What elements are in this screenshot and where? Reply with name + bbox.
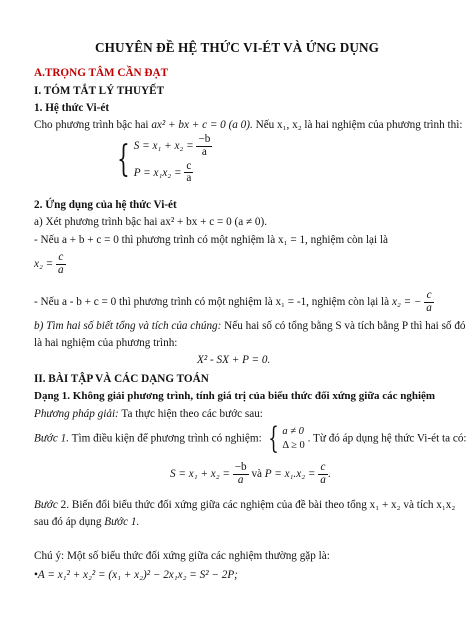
formula-sum-den: a <box>237 473 244 486</box>
intro-text: Cho phương trình bậc hai <box>34 119 149 131</box>
step-1-line <box>34 421 467 456</box>
step-2-line2 <box>34 515 139 529</box>
method-label: Phương pháp giải: <box>34 408 119 420</box>
formula-sum-lhs: S = x₁ + x₂ = <box>170 467 230 480</box>
paragraph-vieta-intro <box>34 118 462 132</box>
step-2-line <box>34 498 455 512</box>
step-2-text: 2. Biến đổi biểu thức đối xứng giữa các nghiệm của đề bài theo tổng x₁ + x₂ và tích x₁x₂ <box>60 499 456 511</box>
sum-line <box>134 134 213 159</box>
neg-x2-fraction <box>424 290 434 315</box>
paragraph-2d <box>34 319 466 333</box>
formula-sum-fraction <box>233 462 249 487</box>
dang-1-heading: Dạng 1. Không giải phương trình, tính giá trị của biểu thức đối xứng giữa các nghiệm <box>34 390 436 402</box>
paragraph-2c <box>34 290 434 315</box>
subsection-1-heading: 1. Hệ thức Vi-ét <box>34 102 110 114</box>
method-text: Ta thực hiện theo các bước sau: <box>121 408 263 420</box>
sum-den: a <box>201 145 207 158</box>
condition-brace: { <box>268 421 280 456</box>
product-lhs: P = x₁x₂ = <box>133 166 182 179</box>
section-2-heading: II. BÀI TẬP VÀ CÁC DẠNG TOÁN <box>34 373 209 385</box>
subsection-2-heading: 2. Ứng dụng của hệ thức Vi-ét <box>34 199 177 211</box>
vieta-formula-line: S = x₁ + x₂ = $\frac{-b}{a}$ và P = x₁.x₂ = $\frac{c}{a}$ . <box>170 461 331 486</box>
x2-den: a <box>58 263 64 276</box>
section-1-heading: I. TÓM TẮT LÝ THUYẾT <box>34 85 165 97</box>
system-lines <box>134 134 213 185</box>
step-2-apply: sau đó áp dụng <box>34 516 102 528</box>
note-line: Chú ý: Một số biểu thức đối xứng giữa các nghiệm thường gặp là: <box>34 550 330 562</box>
formula-x2-c-over-a <box>34 252 66 277</box>
formula-and: và <box>251 467 262 480</box>
bullet-icon: • <box>34 569 38 581</box>
paragraph-2a: a) Xét phương trình bậc hai ax² + bx + c = 0 (a ≠ 0). <box>34 216 268 228</box>
formula-product-num: c <box>318 462 328 475</box>
x2-num: c <box>56 252 66 265</box>
step-1-text: Tìm điều kiện để phương trình có nghiệm: <box>71 432 262 445</box>
step-2-ref: Bước 1. <box>104 516 140 528</box>
formula-product-fraction <box>318 462 328 487</box>
p2d-italic: b) Tìm hai số biết tổng và tích của chúng: <box>34 320 222 332</box>
bullet-formula: A = x₁² + x₂² = (x₁ + x₂)² − 2x₁x₂ = S² − 2P; <box>37 569 238 581</box>
formula-product-lhs: P = x₁.x₂ = <box>264 467 316 480</box>
sum-lhs: S = x₁ + x₂ = <box>133 139 194 152</box>
sum-fraction <box>196 134 212 159</box>
method-line <box>34 407 263 421</box>
p2d-text: Nếu hai số có tổng bằng S và tích bằng P thì hai số đó <box>224 320 466 332</box>
product-line <box>134 161 213 186</box>
step-2-label: Bước <box>34 499 58 511</box>
document-title: CHUYÊN ĐỀ HỆ THỨC VI-ÉT VÀ ỨNG DỤNG <box>94 40 379 55</box>
x2-lhs: x₂ = <box>34 257 54 270</box>
left-brace: { <box>117 138 130 180</box>
formula-product-den: a <box>320 473 326 486</box>
section-a-heading: A.TRỌNG TÂM CẦN ĐẠT <box>34 67 169 79</box>
neg-x2-den: a <box>426 301 432 314</box>
step-1-label: Bước 1. <box>34 432 70 445</box>
sum-num: −b <box>198 133 211 145</box>
vieta-system <box>112 134 212 185</box>
p2c-text: - Nếu a - b + c = 0 thì phương trình có một nghiệm là x₁ = -1, nghiệm còn lại là <box>34 295 390 308</box>
product-num: c <box>186 159 192 172</box>
x2-fraction <box>56 252 66 277</box>
quadratic-equation: ax² + bx + c = 0 (a 0). <box>151 119 253 131</box>
product-fraction <box>184 161 193 186</box>
paragraph-2b: - Nếu a + b + c = 0 thì phương trình có một nghiệm là x₁ = 1, nghiệm còn lại là <box>34 234 388 246</box>
step-1-post: . Từ đó áp dụng hệ thức Vi-ét ta có: <box>307 432 467 445</box>
formula-sum-num: −b <box>234 461 247 473</box>
intro-text-post: Nếu x₁, x₂ là hai nghiệm của phương trình thì: <box>255 119 463 131</box>
paragraph-2d-line2: là hai nghiệm của phương trình: <box>34 337 178 349</box>
neg-x2-lhs: x₂ = − <box>391 295 422 308</box>
neg-x2-num: c <box>424 290 434 303</box>
condition-delta: Δ ≥ 0 <box>282 440 305 451</box>
condition-a-nonzero: a ≠ 0 <box>282 425 304 437</box>
equation-x2-sx-p: X² - SX + P = 0. <box>197 354 271 366</box>
bullet-line <box>34 568 238 582</box>
condition-system <box>282 425 304 453</box>
product-den: a <box>186 172 192 185</box>
